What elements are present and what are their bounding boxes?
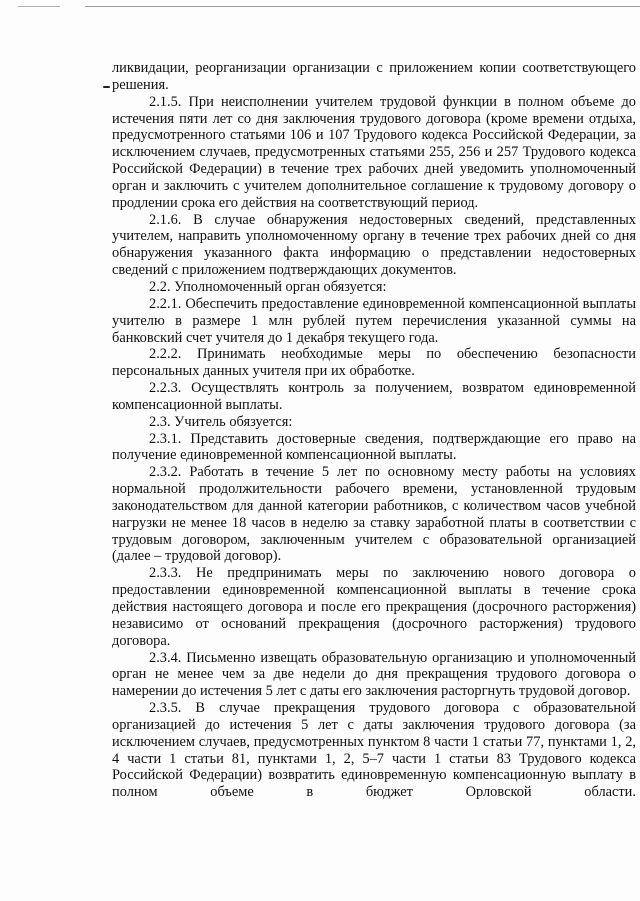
paragraph-2-2-3: 2.2.3. Осуществлять контроль за получением, возвратом единовременной компенсационной выплаты. bbox=[112, 380, 636, 413]
paragraph-2-2-2: 2.2.2. Принимать необходимые меры по обеспечению безопасности персональных данных учителя при их обработке. bbox=[112, 346, 636, 380]
paragraph-2-1-5: 2.1.5. При неисполнении учителем трудовой функции в полном объеме до истечения пяти лет со дня заключения трудового договора (кроме времени отдыха, предусмотренного статьями 106 и 107 Трудового кодекса Российской Федерации, за исключением случаев, предусмотренных статьями 255, 256 и 257 Трудового кодекса Российской Федерации) в течение трех рабочих дней уведомить уполномоченный орган и заключить с учителем дополнительное соглашение к трудовому договору о продлении срока его действия на соответствующий период. bbox=[112, 93, 636, 211]
scan-edge-line bbox=[85, 6, 640, 7]
paragraph-2-3-4: 2.3.4. Письменно извещать образовательную организацию и уполномоченный орган не менее чем за две недели до дня прекращения трудового договора о намерении до истечения 5 лет с даты его заключения расторгнуть трудовой договор. bbox=[112, 649, 636, 700]
scan-artifact-mark bbox=[103, 86, 110, 88]
document-body bbox=[112, 60, 636, 801]
paragraph-2-3-1: 2.3.1. Представить достоверные сведения, подтверждающие его право на получение единовременной компенсационной выплаты. bbox=[112, 430, 636, 464]
paragraph-2-3: 2.3. Учитель обязуется: bbox=[149, 413, 293, 430]
paragraph-2-3-2: 2.3.2. Работать в течение 5 лет по основному месту работы на условиях нормальной продолжительности рабочего времени, установленной трудовым законодательством для данной категории работников, с количеством часов учебной нагрузки не менее 18 часов в неделю за ставку заработной платы в соответствии с трудовым договором, заключенным учителем с образовательной организацией (далее – трудовой договор). bbox=[112, 464, 636, 565]
paragraph-2-2: 2.2. Уполномоченный орган обязуется: bbox=[149, 278, 387, 295]
paragraph-2-3-3: 2.3.3. Не предпринимать меры по заключению нового договора о предоставлении единовременной компенсационной выплаты в течение срока действия настоящего договора и после его прекращения (досрочного расторжения) независимо от оснований прекращения (досрочного расторжения) трудового договора. bbox=[112, 565, 636, 649]
paragraph-2-3-5: 2.3.5. В случае прекращения трудового договора с образовательной организацией до истечения 5 лет с даты заключения трудового договора (за исключением случаев, предусмотренных пунктом 8 части 1 статьи 77, пунктами 1, 2, 4 части 1 статьи 81, пунктами 1, 2, 5–7 части 1 статьи 83 Трудового кодекса Российской Федерации) возвратить единовременную компенсационную выплату в полном объеме в бюджет Орловской области. bbox=[112, 700, 636, 801]
scan-edge-line bbox=[18, 6, 60, 7]
paragraph-2-1-6: 2.1.6. В случае обнаружения недостоверных сведений, представленных учителем, направить уполномоченному органу в течение трех рабочих дней со дня обнаружения указанного факта информацию о представлении недостоверных сведений с приложением подтверждающих документов. bbox=[112, 211, 636, 279]
paragraph-2-2-1: 2.2.1. Обеспечить предоставление единовременной компенсационной выплаты учителю в размере 1 млн рублей путем перечисления указанной суммы на банковский счет учителя до 1 декабря текущего года. bbox=[112, 295, 636, 346]
paragraph-continuation: ликвидации, реорганизации организации с приложением копии соответствующего решения. bbox=[112, 60, 636, 93]
